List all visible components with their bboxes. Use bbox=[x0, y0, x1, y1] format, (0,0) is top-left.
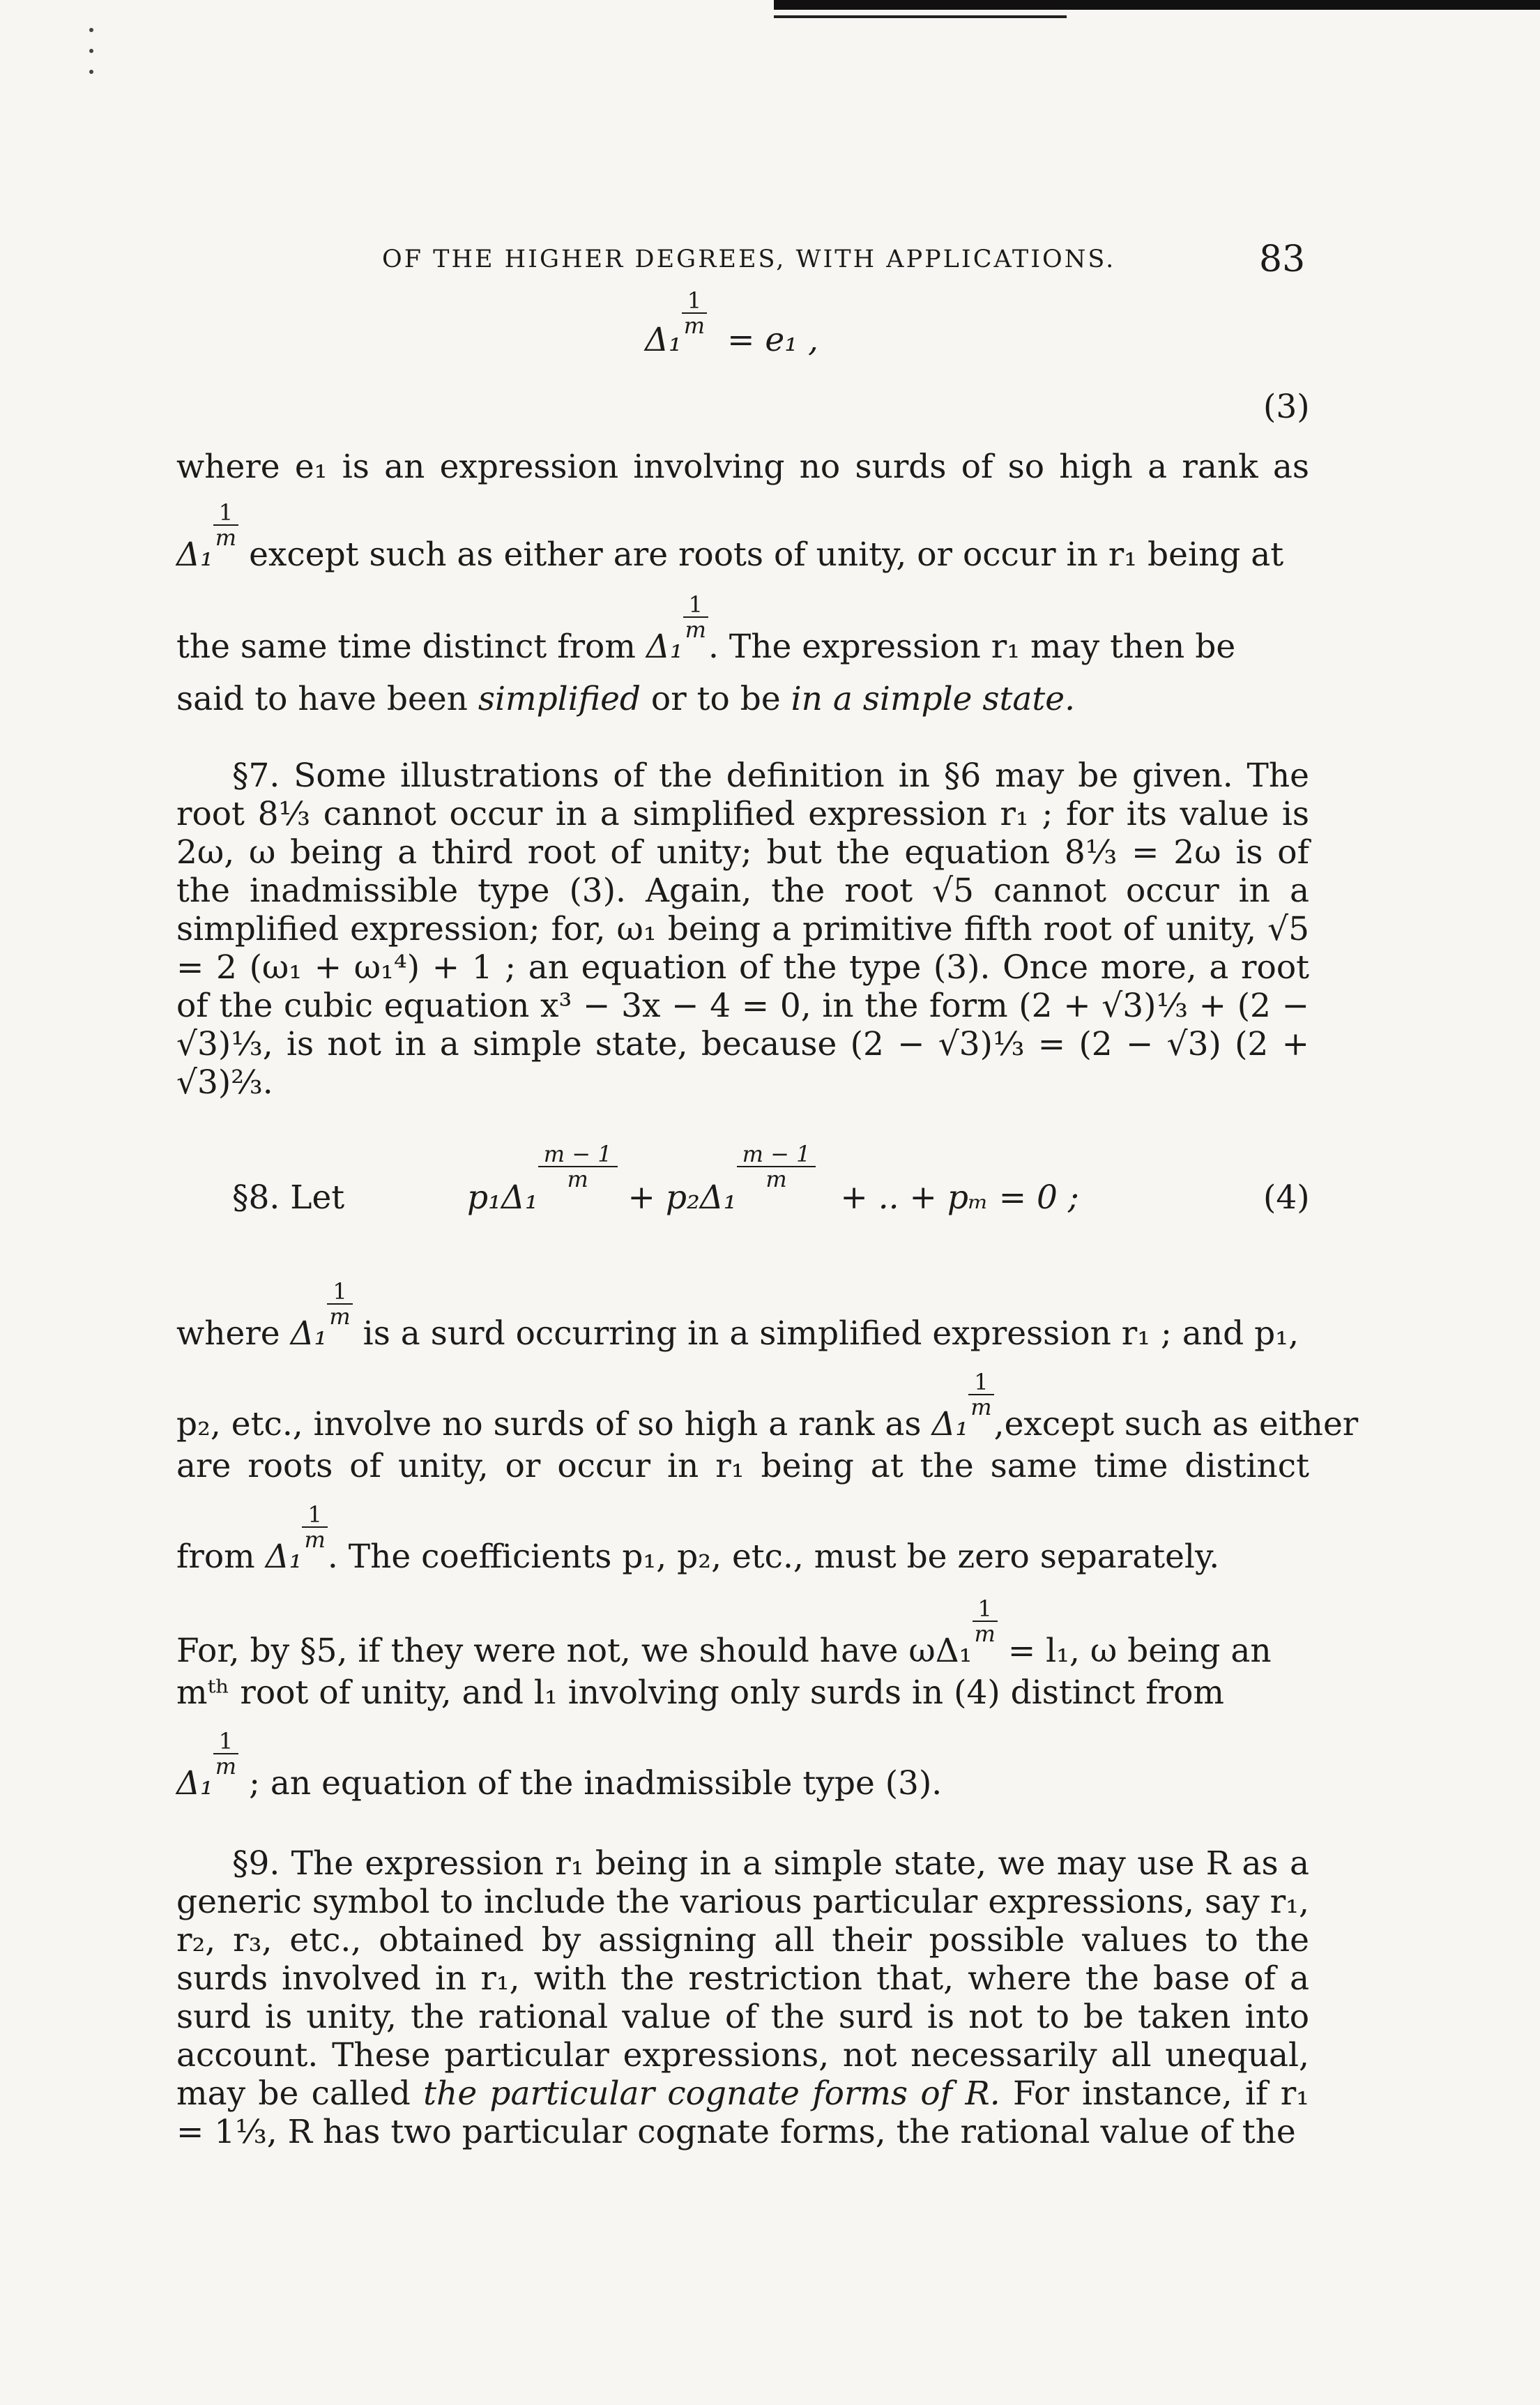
para1-line3: the same time distinct from Δ₁ $\frac{1}{m}$ . The expression r₁ may then be bbox=[176, 591, 1236, 666]
equation-3: Δ₁ $\frac{1}{m}$ = e₁ , bbox=[645, 287, 818, 359]
sec8-line4: from Δ₁ $\frac{1}{m}$ . The coefficients p₁, p₂, etc., must be zero separately. bbox=[176, 1501, 1220, 1576]
page-number: 83 bbox=[1259, 238, 1306, 280]
top-rule bbox=[774, 0, 1540, 10]
running-head: OF THE HIGHER DEGREES, WITH APPLICATIONS. bbox=[382, 245, 1116, 273]
margin-specks bbox=[89, 21, 93, 91]
sec8-line3: are roots of unity, or occur in r₁ being at the same time distinct bbox=[176, 1447, 1309, 1485]
sec8-line2: p₂, etc., involve no surds of so high a rank as Δ₁ $\frac{1}{m}$ ,except such as either bbox=[176, 1369, 1359, 1443]
section-9: §9. The expression r₁ being in a simple state, we may use R as a generic symbol to include the various particular expressions, say r₁, r₂, r₃, etc., obtained by assigning all their possible values to the surds involved in r₁, with the restriction that, where the base of a surd is unity, the rational value of the surd is not to be taken into account. These particular expressions, not necessarily all unequal, may be called the particular cognate forms of R. For instance, if r₁ = 1⅓, R has two particular cognate forms, the rational value of the bbox=[176, 1844, 1309, 2151]
sec8-line5: For, by §5, if they were not, we should have ωΔ₁ $\frac{1}{m}$ = l₁, ω being an bbox=[176, 1595, 1272, 1670]
exponent: $\frac{1}{m}$ bbox=[682, 289, 707, 337]
para1-line1: where e₁ is an expression involving no surds of so high a rank as bbox=[176, 448, 1309, 486]
equation-number-3: (3) bbox=[1263, 388, 1310, 426]
sec8-line1: where Δ₁ $\frac{1}{m}$ is a surd occurring in a simplified expression r₁ ; and p₁, bbox=[176, 1278, 1299, 1353]
equation-number-4: (4) bbox=[1263, 1178, 1310, 1217]
sec8-line6: mᵗʰ root of unity, and l₁ involving only surds in (4) distinct from bbox=[176, 1674, 1224, 1712]
para1-line4: said to have been simplified or to be in a simple state. bbox=[176, 680, 1076, 718]
para1-line2: Δ₁ $\frac{1}{m}$ except such as either are roots of unity, or occur in r₁ being at bbox=[176, 499, 1284, 574]
sec8-line7: Δ₁ $\frac{1}{m}$ ; an equation of the inadmissible type (3). bbox=[176, 1728, 943, 1803]
section-8-equation: §8. Let p₁Δ₁ $\frac{m - 1}{m}$ + p₂Δ₁ $\frac{m - 1}{m}$ + .. + pₘ = 0 ; bbox=[232, 1141, 1079, 1217]
section-7: §7. Some illustrations of the definition in §6 may be given. The root 8⅓ cannot occur in a simplified expression r₁ ; for its value is 2ω, ω being a third root of unity; but the equation 8⅓ = 2ω is of the inadmissible type (3). Again, the root √5 cannot occur in a simplified expression; for, ω₁ being a primitive fifth root of unity, √5 = 2 (ω₁ + ω₁⁴) + 1 ; an equation of the type (3). Once more, a root of the cubic equation x³ − 3x − 4 = 0, in the form (2 + √3)⅓ + (2 − √3)⅓, is not in a simple state, because (2 − √3)⅓ = (2 − √3) (2 + √3)⅔. bbox=[176, 757, 1309, 1102]
top-rule-thin bbox=[774, 15, 1067, 18]
